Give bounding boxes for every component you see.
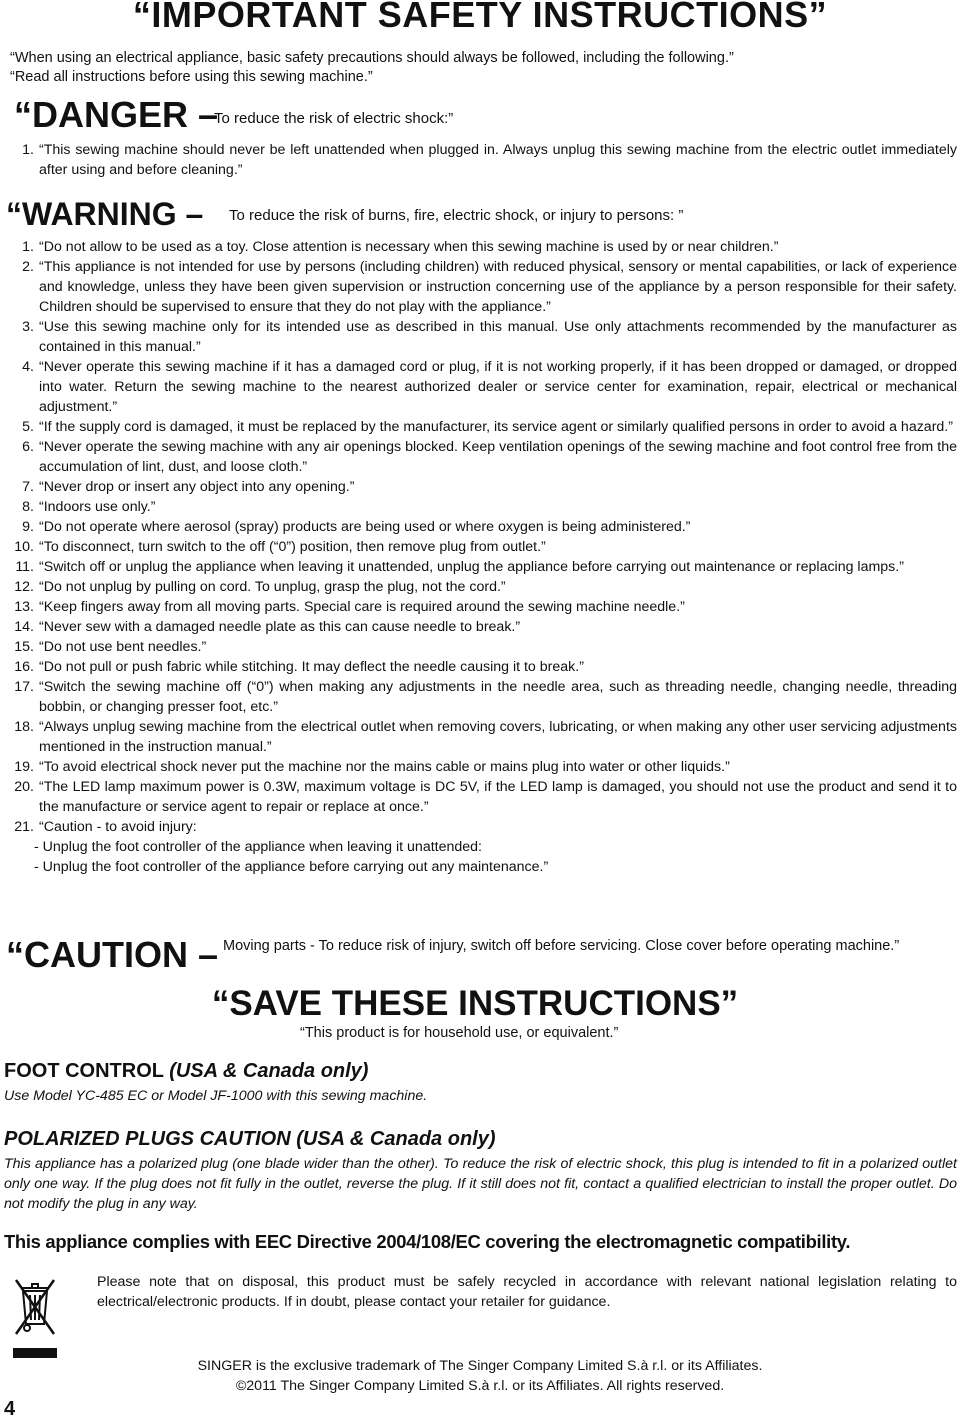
item-number: 4.: [22, 359, 34, 375]
item-text: “Use this sewing machine only for its intended use as described in this manual. Use only attachments recommended by the manufacturer as contained in this manual.”: [39, 319, 957, 355]
item-text: “Do not use bent needles.”: [39, 639, 207, 655]
list-item: [4, 657, 957, 677]
item-number: 15.: [14, 639, 34, 655]
item-number: 1.: [22, 239, 34, 255]
caution-text: Moving parts - To reduce risk of injury, switch off before servicing. Close cover before operating machine.”: [223, 938, 900, 954]
item-number: 6.: [22, 439, 34, 455]
item-number: 1.: [22, 142, 34, 158]
item-text: “Do not unplug by pulling on cord. To unplug, grasp the plug, not the cord.”: [39, 579, 506, 595]
danger-label: “DANGER –: [14, 94, 219, 135]
item-text: “Never sew with a damaged needle plate as this can cause needle to break.”: [39, 619, 521, 635]
list-item: [4, 557, 957, 577]
caution-label: “CAUTION –: [6, 934, 219, 975]
item-number: 2.: [22, 259, 34, 275]
page-title: “IMPORTANT SAFETY INSTRUCTIONS”: [132, 0, 828, 35]
item-number: 3.: [22, 319, 34, 335]
save-subtitle: “This product is for household use, or equivalent.”: [300, 1025, 619, 1041]
list-item: [4, 497, 957, 517]
danger-list: [4, 140, 957, 180]
item-text: “If the supply cord is damaged, it must be replaced by the manufacturer, its service agent or similarly qualified persons in order to avoid a hazard.”: [39, 419, 953, 435]
item-number: 7.: [22, 479, 34, 495]
item-number: 19.: [14, 759, 34, 775]
intro-line-2: “Read all instructions before using this sewing machine.”: [10, 69, 373, 85]
item-text: “Never operate this sewing machine if it has a damaged cord or plug, if it is not working properly, if it has been dropped or damaged, or dropped into water. Return the sewing machine to the nearest authorized dealer or service center for examination, repair, electrical or mechanical adjustment.”: [39, 359, 957, 415]
item-text: “Do not pull or push fabric while stitching. It may deflect the needle causing it to break.”: [39, 659, 584, 675]
foot-control-heading-main: FOOT CONTROL: [4, 1060, 170, 1082]
danger-subtitle: To reduce the risk of electric shock:”: [214, 110, 454, 127]
item-number: 8.: [22, 499, 34, 515]
item-text: “This appliance is not intended for use by persons (including children) with reduced physical, sensory or mental capabilities, or lack of experience and knowledge, unless they have been given supervision or instruction concerning use of the appliance by a person responsible for their safety. Children should be supervised to ensure that they do not play with the appliance.”: [39, 259, 957, 315]
item-text: “Do not operate where aerosol (spray) products are being used or where oxygen is being administered.”: [39, 519, 691, 535]
item-text: “This sewing machine should never be left unattended when plugged in. Always unplug this sewing machine from the electric outlet immediately after using and before cleaning.”: [39, 142, 957, 178]
item-number: 21.: [14, 819, 34, 835]
item-number: 5.: [22, 419, 34, 435]
crossed-out-wheelie-bin-icon: [12, 1276, 58, 1360]
list-item: [4, 717, 957, 757]
item-text: “Never operate the sewing machine with any air openings blocked. Keep ventilation openings of the sewing machine and foot control free from the accumulation of lint, dust, and loose cloth.”: [39, 439, 957, 475]
list-item: [4, 537, 957, 557]
list-item-tail: - Unplug the foot controller of the appliance before carrying out any maintenance.”: [34, 859, 549, 875]
list-item-tail: - Unplug the foot controller of the appliance when leaving it unattended:: [34, 839, 482, 855]
list-item: [4, 140, 957, 180]
item-text: “To disconnect, turn switch to the off (“0”) position, then remove plug from outlet.”: [39, 539, 546, 555]
list-item: [4, 477, 957, 497]
foot-control-text: Use Model YC-485 EC or Model JF-1000 with this sewing machine.: [4, 1088, 428, 1104]
warning-subtitle: To reduce the risk of burns, fire, electric shock, or injury to persons: ”: [229, 207, 684, 224]
list-item: [4, 417, 957, 437]
eec-statement: This appliance complies with EEC Directive 2004/108/EC covering the electromagnetic compatibility.: [4, 1231, 851, 1252]
item-text: “Always unplug sewing machine from the electrical outlet when removing covers, lubricating, or when making any other user servicing adjustments mentioned in the instruction manual.”: [39, 719, 957, 755]
item-number: 12.: [14, 579, 34, 595]
item-text: “Do not allow to be used as a toy. Close attention is necessary when this sewing machine is used by or near children.”: [39, 239, 779, 255]
item-text: “Indoors use only.”: [39, 499, 156, 515]
intro-line-1: “When using an electrical appliance, basic safety precautions should always be followed, including the following.”: [10, 50, 734, 66]
footer-copyright: ©2011 The Singer Company Limited S.à r.l. or its Affiliates. All rights reserved.: [235, 1378, 725, 1394]
list-item: [4, 597, 957, 617]
polarized-text: This appliance has a polarized plug (one blade wider than the other). To reduce the risk of electric shock, this plug is intended to fit in a polarized outlet only one way. If the plug does not fit fully in the outlet, reverse the plug. If it still does not fit, contact a qualified electrician to install the proper outlet. Do not modify the plug in any way.: [4, 1156, 957, 1212]
save-title: “SAVE THESE INSTRUCTIONS”: [211, 984, 739, 1023]
item-text: “Caution - to avoid injury:: [39, 819, 197, 835]
item-text: “Switch the sewing machine off (“0”) when making any adjustments in the needle area, such as threading needle, changing needle, threading bobbin, or changing presser foot, etc.”: [39, 679, 957, 715]
item-number: 20.: [14, 779, 34, 795]
item-number: 14.: [14, 619, 34, 635]
item-number: 18.: [14, 719, 34, 735]
list-item: [4, 517, 957, 537]
warning-label: “WARNING –: [6, 196, 204, 232]
polarized-heading: POLARIZED PLUGS CAUTION (USA & Canada only): [4, 1128, 496, 1150]
list-item: [4, 357, 957, 417]
list-item: [4, 637, 957, 657]
list-item: [4, 757, 957, 777]
item-number: 17.: [14, 679, 34, 695]
disposal-text: Please note that on disposal, this product must be safely recycled in accordance with relevant national legislation relating to electrical/electronic products. If in doubt, please contact your retailer for guidance.: [97, 1274, 957, 1310]
list-item: [4, 777, 957, 817]
item-text: “Switch off or unplug the appliance when leaving it unattended, unplug the appliance before carrying out maintenance or replacing lamps.”: [39, 559, 904, 575]
warning-list: [4, 237, 957, 877]
list-item: [4, 237, 957, 257]
page-number: 4: [4, 1398, 16, 1420]
list-item: [4, 617, 957, 637]
foot-control-heading: [4, 1060, 368, 1083]
item-number: 16.: [14, 659, 34, 675]
item-text: “To avoid electrical shock never put the machine nor the mains cable or mains plug into water or other liquids.”: [39, 759, 730, 775]
list-item: [4, 437, 957, 477]
item-text: “Never drop or insert any object into any opening.”: [39, 479, 355, 495]
list-item: [4, 817, 957, 837]
item-text: “Keep fingers away from all moving parts. Special care is required around the sewing machine needle.”: [39, 599, 685, 615]
item-number: 9.: [22, 519, 34, 535]
item-number: 11.: [15, 559, 34, 575]
foot-control-heading-region: (USA & Canada only): [169, 1060, 369, 1082]
list-item: [4, 257, 957, 317]
item-text: “The LED lamp maximum power is 0.3W, maximum voltage is DC 5V, if the LED lamp is damaged, you should not use the product and send it to the manufacture or service agent to repair or replace at once.”: [39, 779, 957, 815]
list-item: [4, 317, 957, 357]
list-item: [4, 677, 957, 717]
item-number: 10.: [14, 539, 34, 555]
footer-trademark: SINGER is the exclusive trademark of The Singer Company Limited S.à r.l. or its Affiliates.: [197, 1358, 763, 1374]
list-item: [4, 577, 957, 597]
item-number: 13.: [14, 599, 34, 615]
